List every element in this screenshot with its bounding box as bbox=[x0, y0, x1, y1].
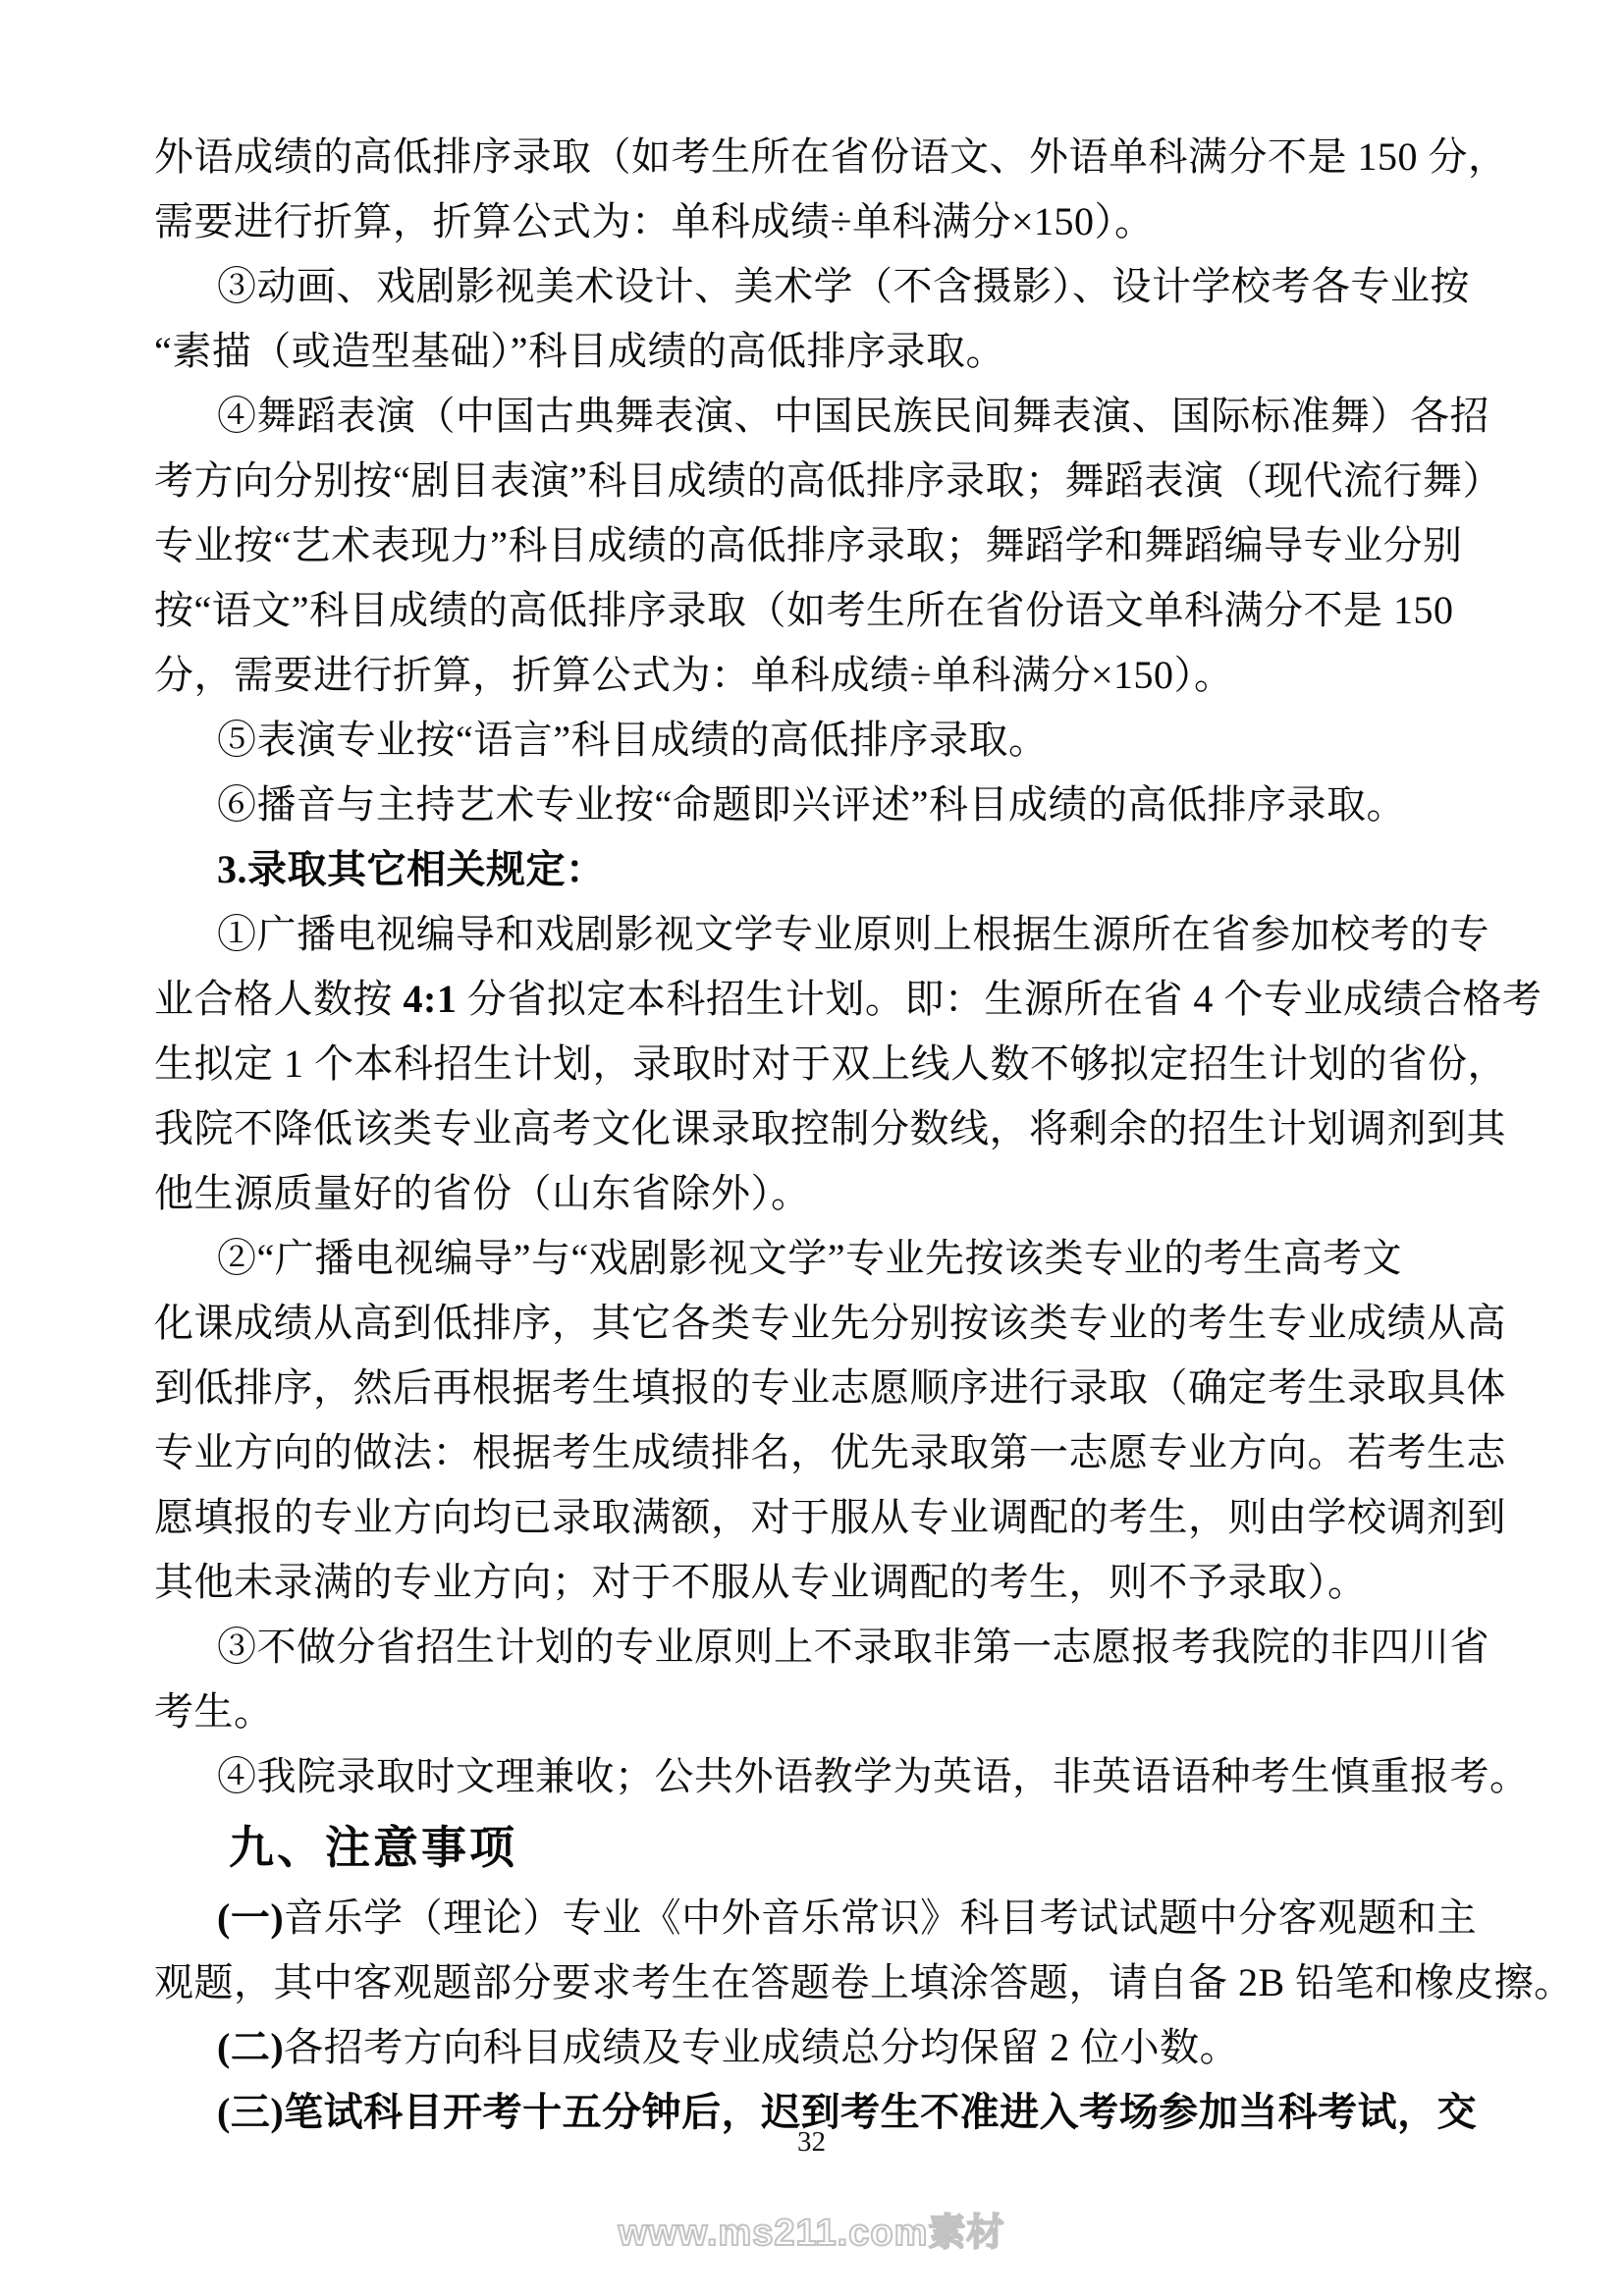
text-line bbox=[154, 189, 1489, 254]
text-run: ②“广播电视编导”与“戏剧影视文学”专业先按该类专业的考生高考文 bbox=[217, 1236, 1403, 1280]
text-line bbox=[154, 643, 1489, 708]
text-run: 他生源质量好的省份（山东省除外）。 bbox=[154, 1171, 811, 1215]
text-line bbox=[154, 1420, 1506, 1485]
text-run: ⑥播音与主持艺术专业按“命题即兴评述”科目成绩的高低排序录取。 bbox=[217, 782, 1407, 827]
text-line bbox=[154, 1291, 1506, 1356]
text-run: 其他未录满的专业方向；对于不服从专业调配的考生，则不予录取）。 bbox=[154, 1560, 1368, 1604]
text-run: 愿填报的专业方向均已录取满额，对于服从专业调配的考生，则由学校调剂到 bbox=[154, 1495, 1506, 1539]
text-run: ③动画、戏剧影视美术设计、美术学（不含摄影）、设计学校考各专业按 bbox=[217, 264, 1470, 308]
text-line bbox=[154, 837, 1489, 902]
text-line bbox=[154, 254, 1489, 319]
text-line bbox=[154, 125, 1508, 189]
text-run: 考生。 bbox=[154, 1689, 274, 1734]
text-run: ⑤表演专业按“语言”科目成绩的高低排序录取。 bbox=[217, 718, 1049, 762]
text-line bbox=[154, 449, 1503, 513]
text-line bbox=[154, 2015, 1489, 2080]
text-run: 3.录取其它相关规定： bbox=[217, 847, 606, 891]
watermark-text: www.ms211.com素材 bbox=[618, 2213, 1005, 2254]
text-line bbox=[154, 1226, 1489, 1291]
text-run: “素描（或造型基础）”科目成绩的高低排序录取。 bbox=[154, 329, 1006, 373]
text-run: 专业方向的做法：根据考生成绩排名，优先录取第一志愿专业方向。若考生志 bbox=[154, 1430, 1506, 1474]
text-line bbox=[154, 1744, 1530, 1809]
text-run: 观题，其中客观题部分要求考生在答题卷上填涂答题，请自备 2B 铅笔和橡皮擦。 bbox=[154, 1960, 1574, 2004]
text-line bbox=[154, 708, 1489, 773]
text-run: ④我院录取时文理兼收；公共外语教学为英语，非英语语种考生慎重报考。 bbox=[217, 1754, 1530, 1798]
text-run: 需要进行折算，折算公式为：单科成绩÷单科满分×150）。 bbox=[154, 199, 1155, 243]
text-run: 分，需要进行折算，折算公式为：单科成绩÷单科满分×150）。 bbox=[154, 653, 1234, 697]
text-line bbox=[154, 1032, 1507, 1096]
text-line bbox=[154, 1886, 1489, 1950]
text-run: 我院不降低该类专业高考文化课录取控制分数线，将剩余的招生计划调剂到其 bbox=[154, 1106, 1506, 1150]
text-line bbox=[154, 967, 1542, 1032]
text-run: 外语成绩的高低排序录取（如考生所在省份语文、外语单科满分不是 150 分， bbox=[154, 134, 1508, 179]
text-line bbox=[154, 1161, 1489, 1226]
text-line bbox=[154, 1950, 1574, 2015]
text-line bbox=[154, 1485, 1506, 1550]
text-run: 4:1 bbox=[403, 977, 458, 1021]
section-heading bbox=[154, 1809, 1489, 1886]
text-run: (二) bbox=[217, 2025, 285, 2069]
text-line bbox=[154, 902, 1489, 967]
text-run: 业合格人数按 bbox=[154, 977, 404, 1021]
text-run: 九、注意事项 bbox=[229, 1822, 517, 1873]
text-run: (一) bbox=[217, 1896, 285, 1940]
text-run: 生拟定 1 个本科招生计划，录取时对于双上线人数不够拟定招生计划的省份， bbox=[154, 1041, 1507, 1086]
text-run: 到低排序，然后再根据考生填报的专业志愿顺序进行录取（确定考生录取具体 bbox=[154, 1365, 1506, 1410]
document-body bbox=[154, 125, 1574, 2145]
page-number: 32 bbox=[797, 2126, 826, 2158]
text-run: ④舞蹈表演（中国古典舞表演、中国民族民间舞表演、国际标准舞）各招 bbox=[217, 394, 1489, 438]
text-line bbox=[154, 513, 1489, 578]
text-run: 专业按“艺术表现力”科目成绩的高低排序录取；舞蹈学和舞蹈编导专业分别 bbox=[154, 523, 1463, 567]
text-line bbox=[154, 773, 1489, 837]
text-run: 化课成绩从高到低排序，其它各类专业先分别按该类专业的考生专业成绩从高 bbox=[154, 1301, 1506, 1345]
text-run: 音乐学（理论）专业《中外音乐常识》科目考试试题中分客观题和主 bbox=[284, 1896, 1478, 1940]
text-line bbox=[154, 384, 1489, 449]
text-run: 分省拟定本科招生计划。即：生源所在省 4 个专业成绩合格考 bbox=[457, 977, 1542, 1021]
text-run: ①广播电视编导和戏剧影视文学专业原则上根据生源所在省参加校考的专 bbox=[217, 912, 1489, 956]
text-line bbox=[154, 1096, 1506, 1161]
text-line bbox=[154, 1615, 1489, 1680]
text-run: 按“语文”科目成绩的高低排序录取（如考生所在省份语文单科满分不是 150 bbox=[154, 588, 1454, 632]
text-line bbox=[154, 1680, 1489, 1744]
text-line bbox=[154, 1550, 1489, 1615]
text-run: (三)笔试科目开考十五分钟后，迟到考生不准进入考场参加当科考试，交 bbox=[217, 2090, 1478, 2134]
text-run: ③不做分省招生计划的专业原则上不录取非第一志愿报考我院的非四川省 bbox=[217, 1625, 1489, 1669]
text-line bbox=[154, 319, 1489, 384]
text-run: 各招考方向科目成绩及专业成绩总分均保留 2 位小数。 bbox=[284, 2025, 1240, 2069]
text-run: 考方向分别按“剧目表演”科目成绩的高低排序录取；舞蹈表演（现代流行舞） bbox=[154, 458, 1503, 503]
text-line bbox=[154, 1356, 1506, 1420]
text-line bbox=[154, 578, 1489, 643]
